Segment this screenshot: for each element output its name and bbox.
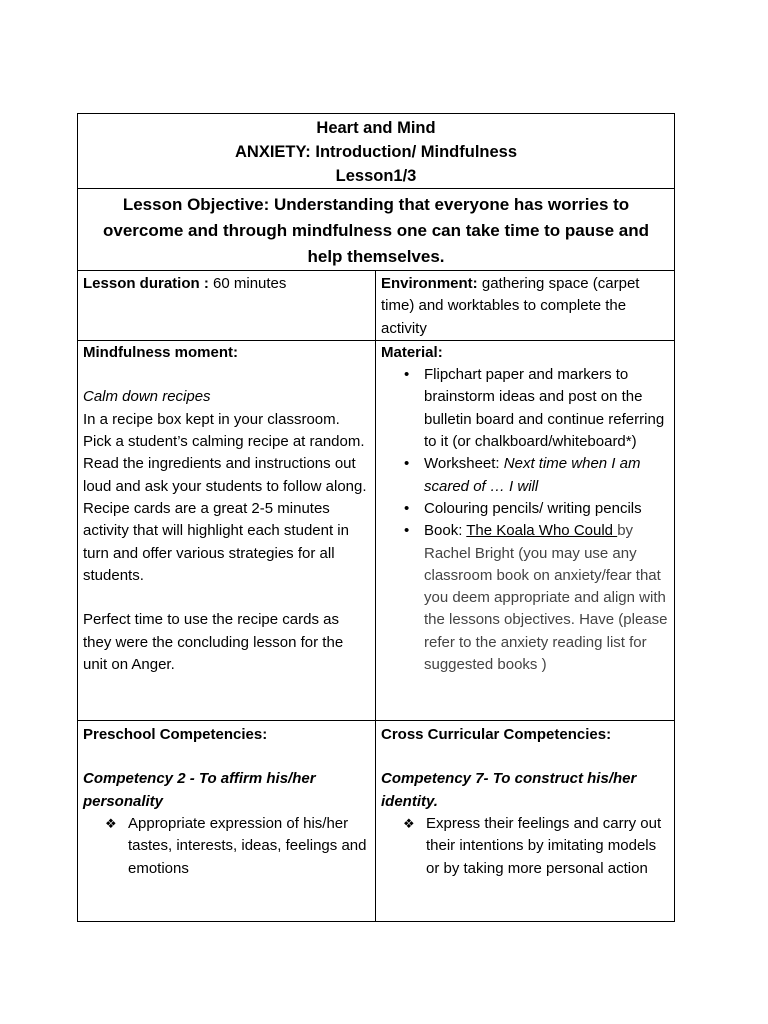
lesson-title-cell — [78, 114, 675, 189]
book-title: The Koala Who Could — [466, 522, 618, 540]
mindfulness-paragraph-1: In a recipe box kept in your classroom. Pick a student’s calming recipe at random. Read the ingredients and instructions out loud and ask your students to follow along. Recipe cards are a great 2-5 minutes activity that will highlight each student in turn and offer various strategies for all students. — [83, 410, 367, 584]
material-item — [424, 520, 669, 676]
lesson-plan-table — [77, 113, 675, 922]
preschool-competency: Competency 2 - To affirm his/her personality — [83, 770, 316, 810]
course-title: Heart and Mind — [316, 119, 436, 137]
environment-cell — [376, 271, 675, 341]
cross-curricular-item-text: Express their feelings and carry out their intentions by imitating models or by taking more personal action — [426, 815, 662, 877]
cross-curricular-list — [381, 813, 669, 880]
duration-cell — [78, 271, 376, 341]
unit-title: ANXIETY: Introduction/ Mindfulness — [235, 143, 518, 161]
book-prefix: Book: — [424, 522, 467, 540]
lesson-number: Lesson1/3 — [335, 167, 417, 185]
material-item: • Colouring pencils/ writing pencils — [424, 498, 669, 520]
mindfulness-paragraph-2: Perfect time to use the recipe cards as they were the concluding lesson for the unit on Anger. — [83, 611, 344, 674]
lesson-objective-cell — [78, 189, 675, 271]
mindfulness-cell — [78, 340, 376, 720]
material-item: • Flipchart paper and markers to brainstorm ideas and post on the bulletin board and continue referring to it (or chalkboard/whiteboard*) — [424, 364, 669, 453]
diamond-bullet-icon: ❖ — [105, 816, 117, 832]
cross-curricular-cell — [376, 720, 675, 921]
material-list — [381, 364, 669, 676]
diamond-bullet-icon: ❖ — [403, 816, 415, 832]
lesson-plan — [77, 113, 674, 922]
duration-label: Lesson duration : — [83, 275, 209, 292]
material-label: Material: — [381, 343, 443, 361]
book-note: by Rachel Bright (you may use any classroom book on anxiety/fear that you deem appropriate and align with the lessons objectives. Have (please refer to the anxiety reading list for suggested books ) — [424, 522, 668, 674]
worksheet-title: Next time when I am scared of … I will — [424, 455, 641, 495]
preschool-list — [83, 813, 370, 880]
lesson-objective: Lesson Objective: Understanding that everyone has worries to overcome and through mindfulness one can take time to pause and help themselves. — [103, 195, 649, 266]
material-item — [424, 453, 669, 498]
preschool-label: Preschool Competencies: — [83, 725, 268, 743]
preschool-item — [105, 813, 370, 880]
mindfulness-subtitle: Calm down recipes — [83, 388, 211, 406]
worksheet-prefix: Worksheet: — [424, 455, 504, 473]
environment-value: gathering space (carpet time) and worktables to complete the activity — [381, 275, 640, 337]
cross-curricular-competency: Competency 7- To construct his/her identity. — [381, 770, 637, 810]
duration-value: 60 minutes — [208, 275, 287, 292]
environment-label: Environment: — [381, 275, 478, 292]
cross-curricular-item — [403, 813, 669, 880]
material-cell — [376, 340, 675, 720]
preschool-cell — [78, 720, 376, 921]
preschool-item-text: Appropriate expression of his/her tastes, interests, ideas, feelings and emotions — [128, 815, 367, 877]
cross-curricular-label: Cross Curricular Competencies: — [381, 725, 612, 743]
mindfulness-label: Mindfulness moment: — [83, 343, 239, 361]
